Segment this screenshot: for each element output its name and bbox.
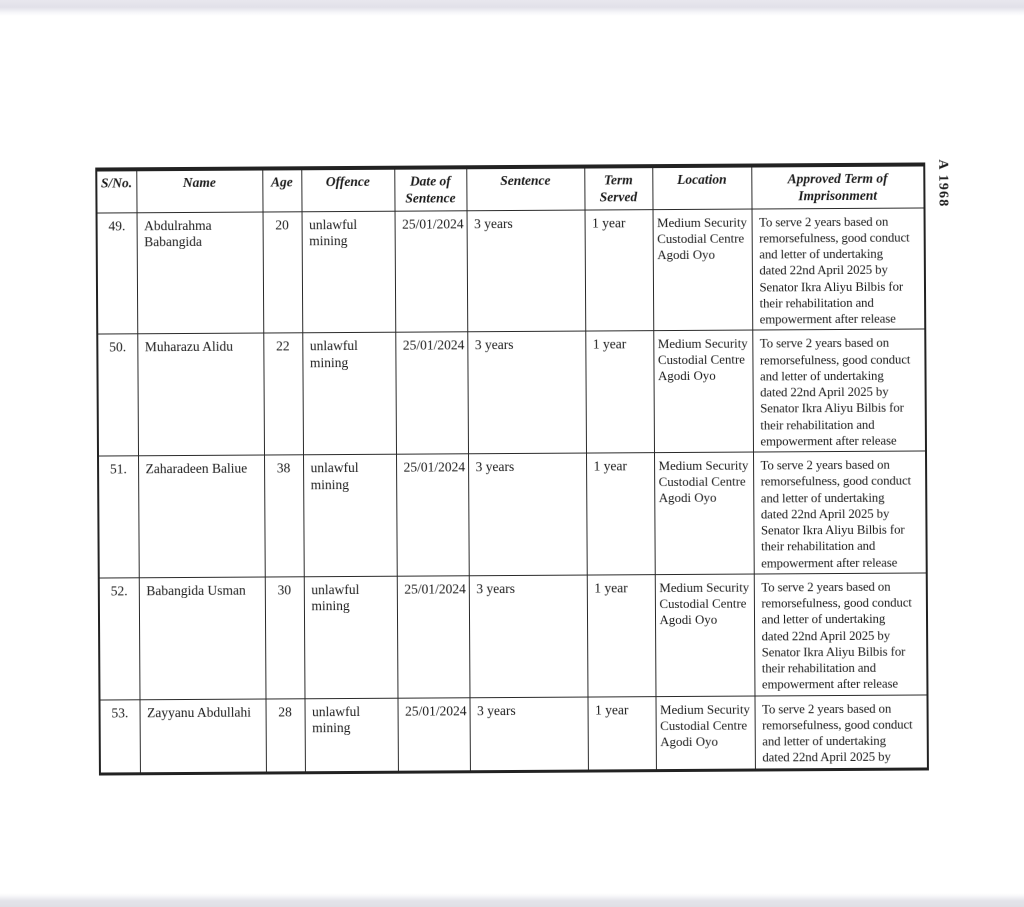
- cell-offence: unlawful mining: [303, 454, 397, 576]
- cell-date_of_sentence: 25/01/2024: [396, 454, 469, 576]
- cell-approved_term: To serve 2 years based on remorsefulness, good conduct and letter of undertaking dated 22nd April 2025 by Senator Ikra Aliyu Bilbis for their rehabilitation and empowerment after release: [752, 207, 926, 330]
- cell-sno: 49.: [97, 212, 138, 334]
- cell-offence: unlawful mining: [304, 576, 398, 698]
- cell-sentence: 3 years: [469, 575, 588, 697]
- cell-term_served: 1 year: [587, 696, 655, 770]
- cell-term_served: 1 year: [587, 574, 656, 696]
- cell-name: Abdulrahma Babangida: [137, 212, 264, 335]
- cell-name: Zayyanu Abdullahi: [139, 699, 265, 774]
- cell-approved_term: To serve 2 years based on remorsefulness, good conduct and letter of undertaking dated 22nd April 2025 by Senator Ikra Aliyu Bilbis for their rehabilitation and empowerment after release: [753, 451, 927, 574]
- cell-name: Muharazu Alidu: [137, 333, 264, 456]
- cell-term_served: 1 year: [586, 453, 655, 575]
- column-header-sno: S/No.: [96, 169, 136, 212]
- column-header-name: Name: [136, 169, 262, 213]
- cell-approved_term: To serve 2 years based on remorsefulness, good conduct and letter of undertaking dated 22nd April 2025 by Senator Ikra Aliyu Bilbis for their rehabilitation and empowerment after release: [754, 573, 928, 696]
- table-row: [97, 207, 926, 334]
- cell-offence: unlawful mining: [304, 698, 397, 773]
- column-header-offence: Offence: [301, 168, 394, 212]
- column-header-location: Location: [652, 166, 751, 210]
- cell-approved_term: To serve 2 years based on remorsefulness, good conduct and letter of undertaking dated 22nd April 2025 by: [754, 694, 927, 769]
- cell-name: Babangida Usman: [139, 577, 266, 700]
- cell-offence: unlawful mining: [302, 211, 396, 333]
- cell-location: Medium Security Custodial Centre Agodi Oyo: [653, 209, 753, 331]
- cell-date_of_sentence: 25/01/2024: [395, 332, 468, 454]
- cell-date_of_sentence: 25/01/2024: [397, 697, 469, 771]
- cell-age: 20: [263, 211, 303, 333]
- cell-sentence: 3 years: [467, 210, 586, 332]
- cell-location: Medium Security Custodial Centre Agodi Oyo: [653, 330, 753, 452]
- cell-term_served: 1 year: [585, 331, 654, 453]
- cell-sno: 51.: [98, 456, 139, 578]
- cell-offence: unlawful mining: [302, 332, 396, 454]
- cell-date_of_sentence: 25/01/2024: [397, 576, 470, 698]
- cell-location: Medium Security Custodial Centre Agodi Oyo: [655, 574, 755, 696]
- column-header-term_served: Term Served: [584, 166, 652, 209]
- cell-approved_term: To serve 2 years based on remorsefulness, good conduct and letter of undertaking dated 22nd April 2025 by Senator Ikra Aliyu Bilbis for their rehabilitation and empowerment after release: [752, 329, 926, 452]
- cell-sno: 53.: [99, 699, 139, 773]
- table-row: [98, 451, 927, 578]
- cell-sentence: 3 years: [467, 331, 586, 453]
- column-header-age: Age: [262, 168, 301, 211]
- cell-sentence: 3 years: [468, 453, 587, 575]
- cell-sentence: 3 years: [469, 697, 587, 772]
- cell-location: Medium Security Custodial Centre Agodi Oyo: [654, 452, 754, 574]
- table-row: [99, 573, 928, 700]
- table-header-row: [96, 164, 924, 212]
- cell-age: 22: [263, 333, 303, 455]
- prisoner-release-table: [95, 162, 929, 775]
- column-header-approved_term: Approved Term of Imprisonment: [751, 164, 924, 208]
- cell-location: Medium Security Custodial Centre Agodi Oyo: [655, 696, 754, 771]
- cell-sno: 50.: [97, 334, 138, 456]
- cell-date_of_sentence: 25/01/2024: [395, 210, 468, 332]
- cell-age: 38: [264, 455, 304, 577]
- cell-sno: 52.: [99, 578, 140, 700]
- column-header-sentence: Sentence: [466, 167, 584, 211]
- table-row: [97, 329, 926, 456]
- cell-term_served: 1 year: [585, 209, 654, 331]
- cell-age: 28: [265, 698, 304, 772]
- column-header-date_of_sentence: Date of Sentence: [394, 167, 466, 210]
- cell-name: Zaharadeen Baliue: [138, 455, 265, 578]
- margin-page-number: A 1968: [935, 159, 951, 208]
- cell-age: 30: [265, 577, 305, 699]
- table-row: [99, 694, 927, 773]
